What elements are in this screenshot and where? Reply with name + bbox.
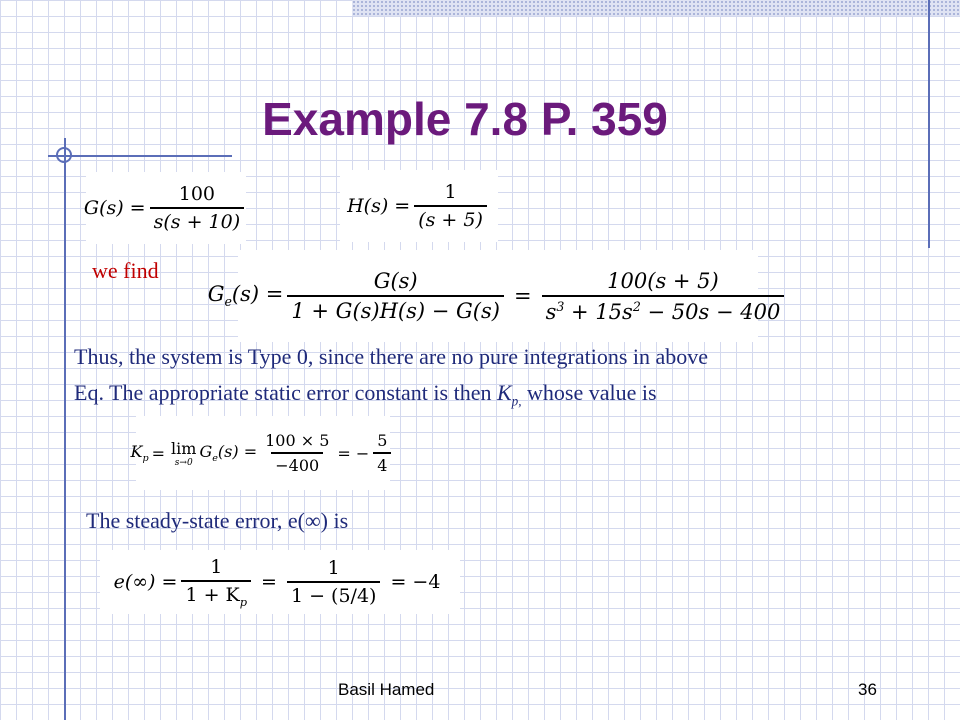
equation-e-result: = −4 xyxy=(390,571,441,593)
equation-ge xyxy=(207,250,781,342)
equation-ge-denominator-1: 1 + G(s)H(s) − G(s) xyxy=(287,295,504,323)
equation-kp-numerator-1: 100 × 5 xyxy=(265,431,330,450)
equation-e-fraction-1 xyxy=(181,556,251,609)
slide-title: Example 7.8 P. 359 xyxy=(262,93,668,145)
equation-ge-equals: = xyxy=(513,284,532,308)
kp-symbol: $K_{p,}$ xyxy=(496,380,522,409)
we-find-text: we find xyxy=(92,258,159,283)
paragraph-line-2-end: whose value is xyxy=(521,380,657,405)
decorative-horizontal-line xyxy=(48,155,232,157)
equation-kp-ge: $G_e(s)$ = xyxy=(199,441,258,465)
equation-ge-lhs: $G_e(s)$ = xyxy=(207,282,284,310)
equation-kp-limit: lim s→0 xyxy=(171,438,197,468)
equation-g-numerator: 100 xyxy=(178,183,215,205)
equation-ge-numerator-1: G(s) xyxy=(373,269,418,293)
equation-kp-lhs: $K_p$ xyxy=(130,441,149,465)
equation-kp-denominator-1: −400 xyxy=(271,452,323,475)
decorative-top-band xyxy=(352,0,960,16)
equation-ge-fraction-1 xyxy=(287,269,504,323)
equation-kp-fraction-1 xyxy=(261,431,333,475)
equation-kp-equals: = xyxy=(151,443,166,463)
equation-e-infinity xyxy=(100,550,460,614)
paragraph-line-2-start: Eq. The appropriate static error constant is then xyxy=(74,380,497,405)
equation-e-lhs: e(∞) = xyxy=(113,571,178,593)
decorative-vertical-line-left xyxy=(64,138,66,720)
steady-state-error-text: The steady-state error, e(∞) is xyxy=(86,508,349,533)
equation-e-denominator-2: 1 − (5/4) xyxy=(287,581,381,607)
equation-kp-equals-2: = − xyxy=(337,443,370,463)
equation-g xyxy=(83,172,246,244)
equation-e-numerator-2: 1 xyxy=(327,557,340,579)
equation-ge-fraction-2 xyxy=(542,269,785,324)
equation-ge-denominator-2: $s^3 + 15s^2 - 50s - 400$ xyxy=(542,295,785,324)
equation-e-equals: = xyxy=(261,571,277,593)
footer-page-number: 36 xyxy=(858,680,877,699)
equation-kp xyxy=(130,416,390,490)
equation-kp-numerator-2: 5 xyxy=(377,431,388,450)
equation-kp-denominator-2: 4 xyxy=(373,452,391,475)
equation-g-fraction xyxy=(150,183,245,233)
equation-e-numerator-1: 1 xyxy=(210,555,223,578)
equation-h-denominator: (s + 5) xyxy=(414,205,487,231)
decorative-circle xyxy=(56,147,72,163)
footer-author: Basil Hamed xyxy=(338,680,435,699)
equation-h-numerator: 1 xyxy=(444,181,457,203)
equation-g-denominator: s(s + 10) xyxy=(150,207,245,233)
paragraph-line-1: Thus, the system is Type 0, since there are no pure integrations in above xyxy=(74,344,709,369)
equation-h-fraction xyxy=(414,181,487,231)
equation-h xyxy=(340,170,498,242)
equation-ge-numerator-2: 100(s + 5) xyxy=(607,268,719,293)
equation-kp-fraction-2 xyxy=(373,431,391,475)
equation-h-lhs: H(s) = xyxy=(347,195,411,217)
equation-e-denominator-1: $1 + K_p$ xyxy=(181,580,251,609)
equation-e-fraction-2 xyxy=(287,557,381,607)
equation-g-lhs: G(s) = xyxy=(83,197,146,219)
paragraph-line-2 xyxy=(74,380,657,409)
